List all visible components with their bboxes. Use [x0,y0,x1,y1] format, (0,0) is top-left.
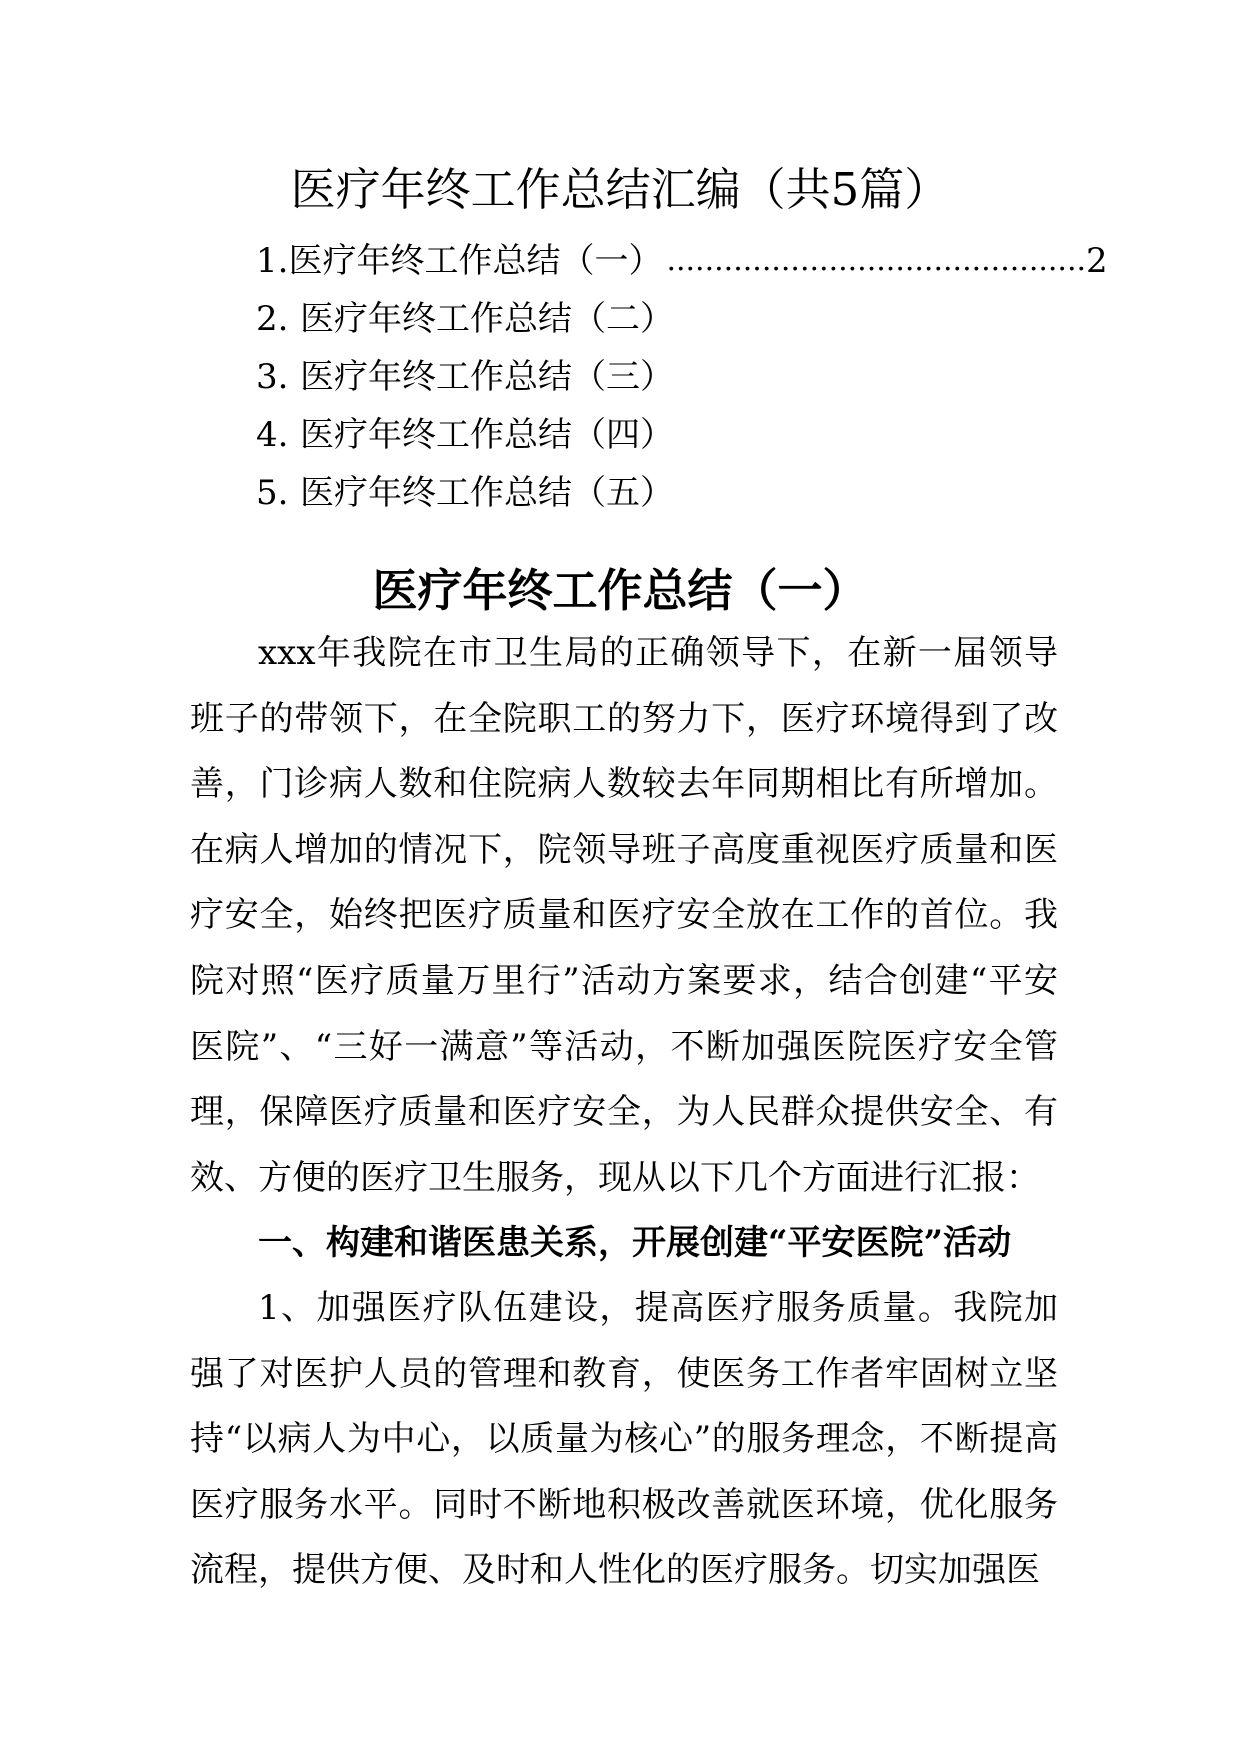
toc-item-number: 5. [256,473,289,513]
toc-item-label: 医疗年终工作总结（三） [300,357,674,397]
document-title: 医疗年终工作总结汇编（共5篇） [290,163,950,216]
toc-item-5[interactable] [256,468,1056,518]
toc-item-4[interactable] [256,410,1056,460]
section-title: 医疗年终工作总结（一） [372,564,868,617]
toc-leader-dots: ............................................ [666,243,1087,278]
paragraph-text: xxx年我院在市卫生局的正确领导下，在新一届领导班子的带领下，在全院职工的努力下，医疗环境得到了改善，门诊病人数和住院病人数较去年同期相比有所增加。在病人增加的情况下，院领导班子高度重视医疗质量和医疗安全，始终把医疗质量和医疗安全放在工作的首位。我院对照“医疗质量万里行”活动方案要求，结合创建“平安医院”、“三好一满意”等活动，不断加强医院医疗安全管理，保障医疗质量和医疗安全，为人民群众提供安全、有效、方便的医疗卫生服务，现从以下几个方面进行汇报： [190,633,1058,1198]
paragraph-text: 1、加强医疗队伍建设，提高医疗服务质量。我院加强了对医护人员的管理和教育，使医务工作者牢固树立坚持“以病人为中心，以质量为核心”的服务理念，不断提高医疗服务水平。同时不断地积极改善就医环境，优化服务流程，提供方便、及时和人性化的医疗服务。切实加强医 [190,1288,1058,1591]
toc-item-label: 医疗年终工作总结（二） [300,299,674,339]
body-paragraph-1 [190,1276,1058,1604]
body-section-heading [190,1211,1058,1277]
toc-item-number: 2. [256,299,289,339]
toc-item-label: 医疗年终工作总结（一） [288,241,663,281]
toc-item-1[interactable] [256,236,1108,286]
toc-item-number: 1. [256,241,289,281]
section-heading: 一、构建和谐医患关系，开展创建“平安医院”活动 [258,1223,1012,1263]
toc-item-label: 医疗年终工作总结（四） [300,415,674,455]
toc-item-number: 3. [256,357,289,397]
body-paragraph-intro [190,621,1058,1211]
toc-item-2[interactable] [256,294,1056,344]
toc-item-3[interactable] [256,352,1056,402]
toc-item-number: 4. [256,415,289,455]
toc-page-number: 2 [1086,241,1108,281]
toc-item-label: 医疗年终工作总结（五） [300,473,674,513]
